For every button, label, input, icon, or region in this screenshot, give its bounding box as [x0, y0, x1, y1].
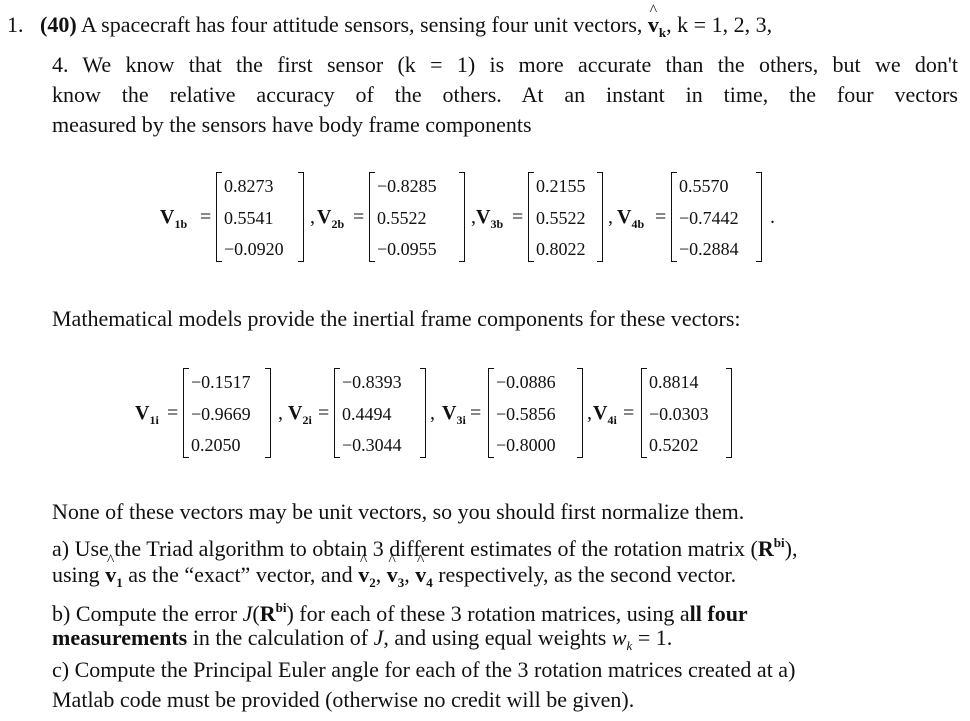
problem-line-1	[7, 10, 959, 48]
part-a-line-2: using ^ $v_1$ as the “exact” vector, and ^ $v_2$, ^ $v_3$, ^ $v_4$ respectively, as the second vector.	[52, 560, 736, 598]
inertial-vector-label: $V_{2i}$	[288, 402, 312, 427]
vector-cell: −0.2884	[679, 239, 739, 259]
right-bracket	[756, 172, 762, 262]
equals-sign: =	[470, 402, 482, 424]
right-bracket	[577, 368, 583, 458]
equals-sign: =	[655, 206, 667, 228]
right-bracket	[298, 172, 304, 262]
vector-cell: −0.9669	[191, 404, 251, 424]
body-vector-row	[0, 172, 970, 262]
matlab-note: Matlab code must be provided (otherwise no credit will be given).	[52, 687, 635, 712]
unit-vector-symbol: ^ v	[648, 10, 659, 40]
problem-points: (40)	[40, 12, 77, 37]
equals-sign: =	[512, 206, 524, 228]
part-c: c) Compute the Principal Euler angle for each of the 3 rotation matrices created at a)	[52, 657, 796, 682]
vector-cell: −0.8285	[377, 176, 437, 196]
vector-cell: −0.0886	[496, 372, 556, 392]
comma: ,	[608, 206, 613, 228]
body-vector-4	[617, 172, 797, 262]
part-b-line-2: measurements in the calculation of J, and using equal weights $w_k = 1$.	[52, 625, 673, 653]
inertial-vector-4	[593, 368, 763, 458]
problem-line-4: measured by the sensors have body frame components	[52, 112, 532, 137]
vector-cell: 0.5522	[377, 208, 427, 228]
right-bracket	[459, 172, 465, 262]
vector-cell: −0.0955	[377, 239, 437, 259]
left-bracket	[369, 172, 375, 262]
vector-cell: −0.7442	[679, 208, 739, 228]
problem-text-1b: , k = 1, 2, 3,	[666, 12, 773, 37]
inertial-vector-label: $V_{1i}$	[135, 402, 159, 427]
left-bracket	[488, 368, 494, 458]
equals-sign: =	[318, 402, 330, 424]
inertial-vector-1	[135, 368, 295, 458]
vector-cell: −0.5856	[496, 404, 556, 424]
vector-cell: 0.8022	[536, 239, 586, 259]
inertial-vector-3	[442, 368, 612, 458]
inertial-vector-row	[0, 368, 970, 458]
vector-cell: −0.0920	[224, 239, 284, 259]
vector-cell: −0.8393	[342, 372, 402, 392]
right-bracket	[420, 368, 426, 458]
left-bracket	[334, 368, 340, 458]
inertial-intro: Mathematical models provide the inertial frame components for these vectors:	[52, 306, 741, 331]
body-vector-2	[317, 172, 477, 262]
equals-sign: =	[200, 206, 212, 228]
left-bracket	[641, 368, 647, 458]
comma: ,	[278, 402, 283, 424]
vector-cell: 0.5202	[649, 435, 699, 455]
vector-cell: −0.3044	[342, 435, 402, 455]
left-bracket	[216, 172, 222, 262]
inertial-vector-label: $V_{4i}$	[593, 402, 617, 427]
right-bracket	[597, 172, 603, 262]
comma: ,	[310, 206, 315, 228]
comma: ,	[587, 402, 592, 424]
unit-vector-sub: k	[658, 25, 667, 40]
vector-cell: 0.8814	[649, 372, 699, 392]
equals-sign: =	[353, 206, 365, 228]
inertial-vector-2	[288, 368, 448, 458]
vector-cell: 0.2050	[191, 435, 241, 455]
problem-text-1a: A spacecraft has four attitude sensors, sensing four unit vectors,	[80, 12, 643, 37]
part-a-line-1: a) Use the Triad algorithm to obtain 3 different estimates of the rotation matrix $(R^{bi})$,	[52, 535, 798, 561]
vector-cell: −0.1517	[191, 372, 251, 392]
vector-cell: 0.5570	[679, 176, 729, 196]
part-b-line-1: b) Compute the error $J(R^{bi})$ for each of these 3 rotation matrices, using all four	[52, 600, 748, 626]
vector-cell: −0.8000	[496, 435, 556, 455]
comma: ,	[471, 206, 476, 228]
vector-cell: 0.5522	[536, 208, 586, 228]
vector-cell: −0.0303	[649, 404, 709, 424]
equals-sign: =	[623, 402, 635, 424]
vector-cell: 0.8273	[224, 176, 274, 196]
vector-cell: 0.2155	[536, 176, 586, 196]
vector-cell: 0.5541	[224, 208, 274, 228]
left-bracket	[671, 172, 677, 262]
inertial-vector-label: $V_{3i}$	[442, 402, 466, 427]
problem-line-2: 4. We know that the first sensor (k = 1) is more accurate than the others, but we don't	[52, 52, 958, 77]
vector-cell: 0.4494	[342, 404, 392, 424]
problem-line-3: know the relative accuracy of the others. At an instant in time, the four vectors	[52, 82, 958, 107]
equals-sign: =	[167, 402, 179, 424]
body-vector-label: $V_{1b}$	[160, 206, 188, 231]
left-bracket	[183, 368, 189, 458]
right-bracket	[265, 368, 271, 458]
body-vector-label: $V_{3b}$	[476, 206, 504, 231]
normalize-note: None of these vectors may be unit vectors, so you should first normalize them.	[52, 499, 745, 524]
body-vector-label: $V_{4b}$	[617, 206, 645, 231]
left-bracket	[528, 172, 534, 262]
body-vector-3	[476, 172, 636, 262]
comma: ,	[430, 402, 435, 424]
right-bracket	[726, 368, 732, 458]
period: .	[770, 206, 775, 228]
problem-number: 1.	[7, 12, 24, 37]
body-vector-1	[160, 172, 320, 262]
body-vector-label: $V_{2b}$	[317, 206, 345, 231]
